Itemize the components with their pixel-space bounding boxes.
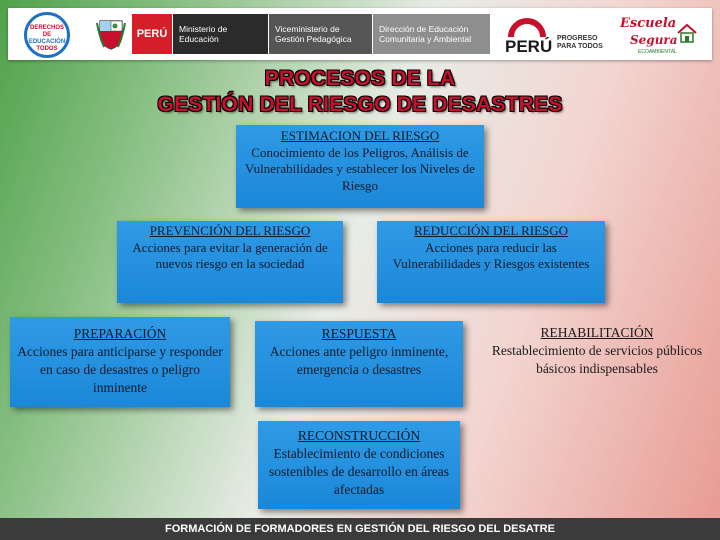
segura-word: Segura bbox=[630, 33, 678, 47]
prevencion-body: Acciones para evitar la generación de nuevos riesgo en la sociedad bbox=[132, 239, 328, 271]
logo-text-3: TODOS bbox=[36, 46, 58, 52]
respuesta-heading: RESPUESTA bbox=[321, 326, 397, 341]
page-title bbox=[0, 66, 720, 118]
preparacion-heading: PREPARACIÓN bbox=[73, 326, 167, 341]
rehabilitacion-body: Restablecimiento de servicios públicos básicos indispensables bbox=[491, 343, 703, 376]
preparacion-body: Acciones para anticiparse y responder en caso de desastres o peligro inminente bbox=[17, 344, 223, 395]
escuela-sub: ECOAMBIENTAL bbox=[638, 49, 677, 55]
prevencion-heading: PREVENCIÓN DEL RIESGO bbox=[149, 223, 311, 238]
reduccion-heading: REDUCCIÓN DEL RIESGO bbox=[413, 223, 569, 238]
respuesta-body: Acciones ante peligro inminente, emergencia o desastres bbox=[269, 344, 449, 377]
respuesta-box bbox=[255, 321, 463, 407]
reconstruccion-body: Establecimiento de condiciones sostenibles de desarrollo en áreas afectadas bbox=[269, 446, 449, 497]
reconstruccion-box bbox=[258, 421, 460, 509]
peru-arc-icon bbox=[507, 17, 547, 39]
header-banner bbox=[8, 8, 712, 60]
coat-of-arms-icon bbox=[96, 17, 126, 51]
reduccion-box bbox=[377, 221, 605, 303]
direction-education: Dirección de Educación Comunitaria y Ambiental bbox=[372, 14, 490, 54]
title-line-2: GESTIÓN DEL RIESGO DE DESASTRES bbox=[157, 93, 563, 116]
education-rights-logo bbox=[24, 12, 70, 58]
peru-progreso-logo bbox=[505, 17, 605, 56]
peru-sub: PROGRESO PARA TODOS bbox=[557, 35, 603, 50]
ministry-education: Ministerio de Educación bbox=[172, 14, 268, 54]
estimacion-heading: ESTIMACION DEL RIESGO bbox=[280, 128, 440, 143]
title-line-1: PROCESOS DE LA bbox=[264, 67, 456, 90]
reduccion-body: Acciones para reducir las Vulnerabilidades y Riesgos existentes bbox=[392, 239, 590, 271]
vice-ministry: Viceministerio de Gestión Pedagógica bbox=[268, 14, 372, 54]
escuela-word: Escuela bbox=[620, 16, 677, 31]
estimacion-box bbox=[236, 125, 484, 208]
estimacion-body: Conocimiento de los Peligros, Análisis de Vulnerabilidades y establecer los Niveles de Riesgo bbox=[245, 144, 475, 193]
preparacion-box bbox=[10, 317, 230, 407]
reconstruccion-heading: RECONSTRUCCIÓN bbox=[297, 428, 421, 443]
rehabilitacion-block bbox=[490, 324, 704, 378]
logo-text-2: EDUCACIÓN bbox=[28, 39, 66, 45]
house-icon bbox=[676, 22, 698, 44]
peru-tag: PERÚ bbox=[132, 14, 172, 54]
escuela-segura-logo bbox=[612, 12, 704, 58]
footer-bar: FORMACIÓN DE FORMADORES EN GESTIÓN DEL RIESGO DEL DESATRE bbox=[0, 518, 720, 540]
logo-text-1: DERECHOS DE bbox=[29, 25, 64, 38]
prevencion-box bbox=[117, 221, 343, 303]
rehabilitacion-heading: REHABILITACIÓN bbox=[540, 325, 654, 340]
peru-word: PERÚ bbox=[505, 37, 553, 56]
